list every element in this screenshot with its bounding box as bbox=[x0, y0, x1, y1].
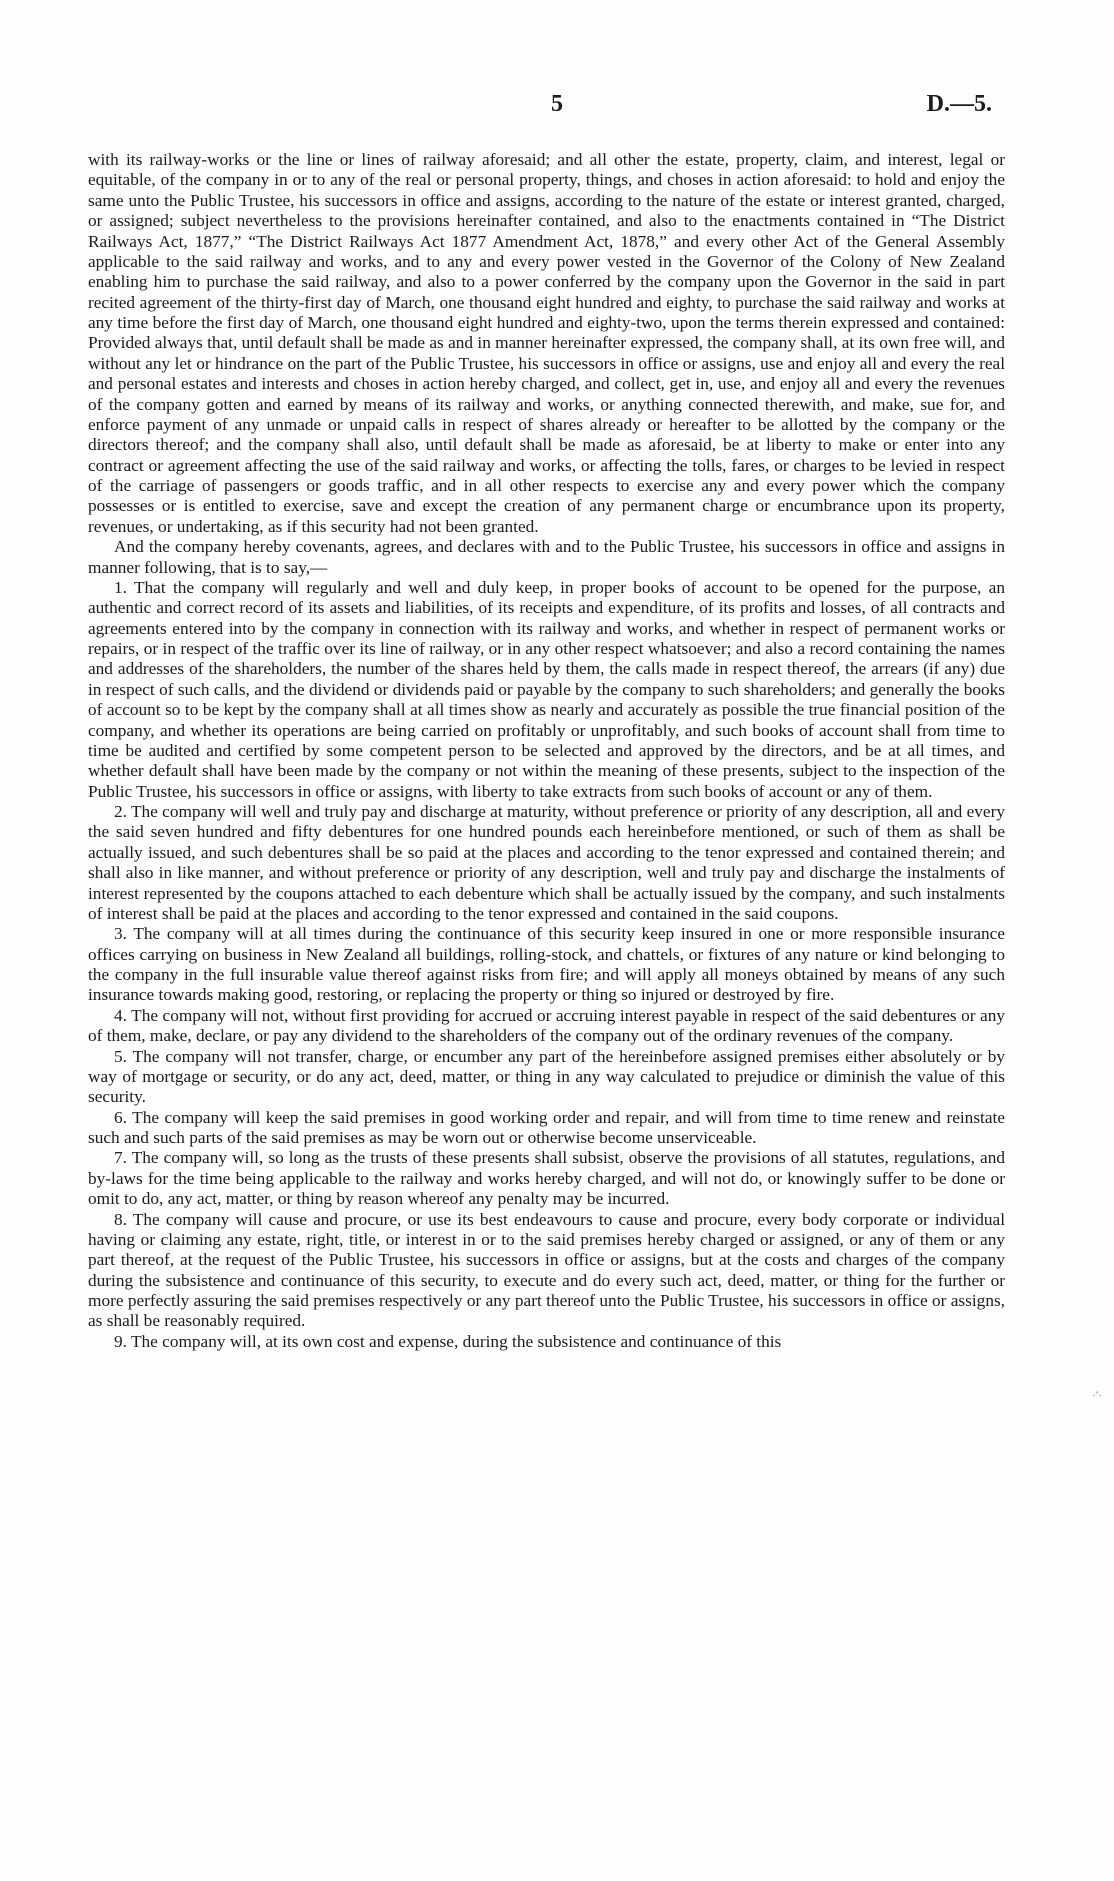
page-number: 5 bbox=[551, 91, 563, 117]
clause-3: 3. The company will at all times during the continuance of this security keep insured in one or more responsible insurance offices carrying on business in New Zealand all buildings, rolling-stock, and chattels, or fixtures of any nature or kind belonging to the company in the full insurable value thereof against risks from fire; and will apply all moneys obtained by means of any such insurance towards making good, restoring, or replacing the property or thing so injured or destroyed by fire. bbox=[88, 924, 1005, 1005]
clause-7: 7. The company will, so long as the trusts of these presents shall subsist, observe the provisions of all statutes, regulations, and by-laws for the time being applicable to the railway and works hereby charged, and will not do, or knowingly suffer to be done or omit to do, any act, matter, or thing by reason whereof any penalty may be incurred. bbox=[88, 1148, 1005, 1209]
clause-1: 1. That the company will regularly and well and duly keep, in proper books of account to be opened for the purpose, an authentic and correct record of its assets and liabilities, of its receipts and expenditure, of its profits and losses, of all contracts and agreements entered into by the company in connection with its railway and works, and whether in respect of permanent works or repairs, or in respect of the traffic over its line of railway, or in any other respect whatsoever; and also a record containing the names and addresses of the shareholders, the number of the shares held by them, the calls made in respect thereof, the arrears (if any) due in respect of such calls, and the dividend or dividends paid or payable by the company to such shareholders; and generally the books of account so to be kept by the company shall at all times show as nearly and accurately as possible the true financial position of the company, and whether its operations are being carried on profitably or unprofitably, and such books of account shall from time to time be audited and certified by some competent person to be selected and approved by the directors, and be at all times, and whether default shall have been made by the company or not within the meaning of these presents, subject to the inspection of the Public Trustee, his successors in office or assigns, with liberty to take extracts from such books of account or any of them. bbox=[88, 577, 1005, 801]
clause-6: 6. The company will keep the said premises in good working order and repair, and will from time to time renew and reinstate such and such parts of the said premises as may be worn out or otherwise become unserviceable. bbox=[88, 1107, 1005, 1147]
document-reference: D.—5. bbox=[926, 91, 992, 117]
clause-9: 9. The company will, at its own cost and expense, during the subsistence and continuance of this bbox=[114, 1331, 782, 1351]
paragraph-continuation: with its railway-works or the line or lines of railway aforesaid; and all other the estate, property, claim, and interest, legal or equitable, of the company in or to any of the real or personal property, things, and choses in action aforesaid: to hold and enjoy the same unto the Public Trustee, his successors in office and assigns, according to the nature of the estate or interest granted, charged, or assigned; subject nevertheless to the provisions hereinafter contained, and also to the enactments contained in “The District Railways Act, 1877,” “The District Railways Act 1877 Amendment Act, 1878,” and every other Act of the General Assembly applicable to the said railway and works, and to any and every power vested in the Governor of the Colony of New Zealand enabling him to purchase the said railway, and also to a power conferred by the company upon the Governor in the said in part recited agreement of the thirty-first day of March, one thousand eight hundred and eighty, to purchase the said railway and works at any time before the first day of March, one thousand eight hundred and eighty-two, upon the terms therein expressed and contained: Provided always that, until default shall be made as and in manner hereinafter expressed, the company shall, at its own free will, and without any let or hindrance on the part of the Public Trustee, his successors in office or assigns, use and enjoy all and every the real and personal estates and interests and choses in action hereby charged, and collect, get in, use, and enjoy all and every the revenues of the company gotten and earned by means of its railway and works, or anything connected therewith, and make, sue for, and enforce payment of any unmade or unpaid calls in respect of shares already or hereafter to be allotted by the company or the directors thereof; and the company shall also, until default shall be made as aforesaid, be at liberty to make or enter into any contract or agreement affecting the use of the said railway and works, or affecting the tolls, fares, or charges to be levied in respect of the carriage of passengers or goods traffic, and in all other respects to exercise any and every power which the company possesses or is entitled to exercise, save and except the creation of any permanent charge or encumbrance upon its property, revenues, or undertaking, as if this security had not been granted. bbox=[88, 150, 1005, 536]
clause-5: 5. The company will not transfer, charge, or encumber any part of the hereinbefore assigned premises either absolutely or by way of mortgage or security, or do any act, deed, matter, or thing in any way calculated to prejudice or diminish the value of this security. bbox=[88, 1046, 1005, 1107]
clause-8: 8. The company will cause and procure, or use its best endeavours to cause and procure, every body corporate or individual having or claiming any estate, right, title, or interest in or to the said premises hereby charged or assigned, or any of them or any part thereof, at the request of the Public Trustee, his successors in office or assigns, but at the costs and charges of the company during the subsistence and continuance of this security, to execute and do every such act, deed, matter, or thing for the further or more perfectly assuring the said premises respectively or any part thereof unto the Public Trustee, his successors in office or assigns, as shall be reasonably required. bbox=[88, 1209, 1005, 1331]
clause-2: 2. The company will well and truly pay and discharge at maturity, without preference or priority of any description, all and every the said seven hundred and fifty debentures for one hundred pounds each hereinbefore mentioned, or such of them as shall be actually issued, and such debentures shall be so paid at the places and according to the tenor expressed and contained therein; and shall also in like manner, and without preference or priority of any description, well and truly pay and discharge the instalments of interest represented by the coupons attached to each debenture which shall be actually issued by the company, and such instalments of interest shall be paid at the places and according to the tenor expressed and contained in the said coupons. bbox=[88, 802, 1005, 923]
body-text bbox=[88, 150, 1005, 1352]
clause-4: 4. The company will not, without first providing for accrued or accruing interest payable in respect of the said debentures or any of them, make, declare, or pay any dividend to the shareholders of the company out of the ordinary revenues of the company. bbox=[88, 1005, 1005, 1046]
paragraph-covenants-intro: And the company hereby covenants, agrees, and declares with and to the Public Trustee, his successors in office and assigns in manner following, that is to say,— bbox=[88, 537, 1005, 577]
margin-mark: ·'· bbox=[1092, 1388, 1103, 1402]
